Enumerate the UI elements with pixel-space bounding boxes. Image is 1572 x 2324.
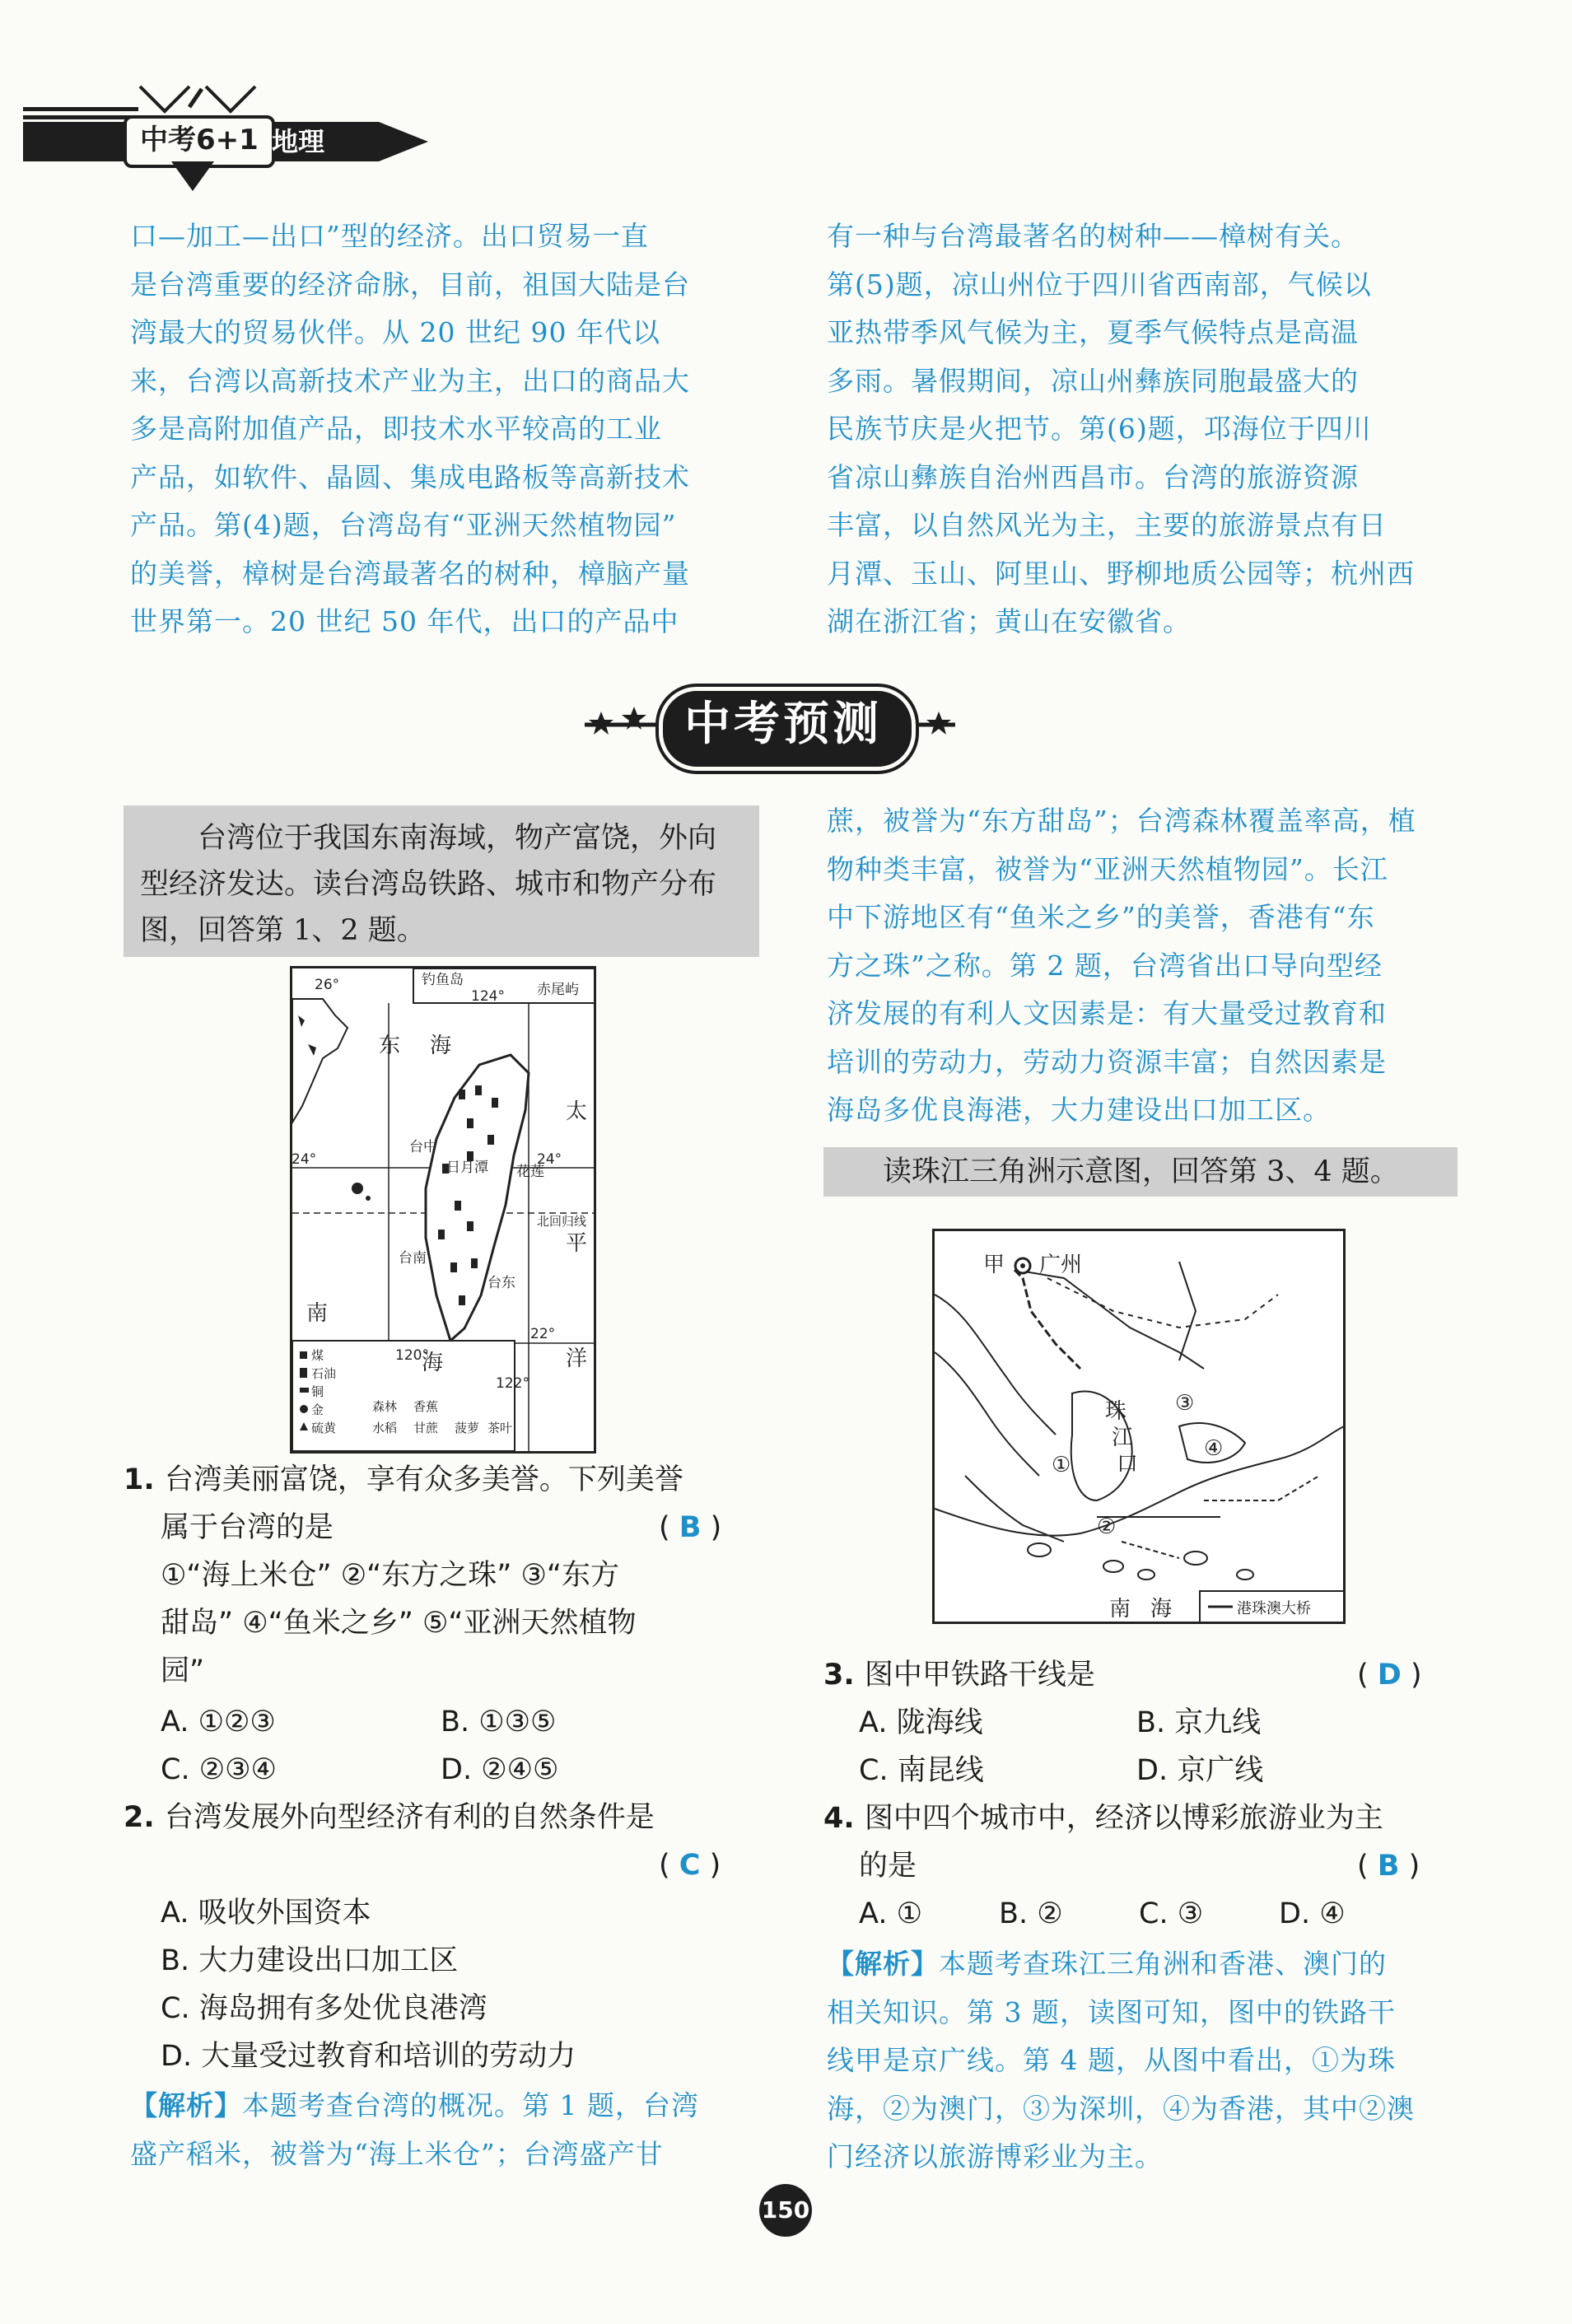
- top-left-analysis: [130, 212, 761, 646]
- legend-pineapple: 菠萝: [455, 1421, 480, 1435]
- q1-option-d: D. ②④⑤: [441, 1753, 559, 1786]
- legend-copper: 铜: [311, 1384, 324, 1399]
- q2-answer: C: [679, 1849, 701, 1882]
- text-line: 月潭、玉山、阿里山、野柳地质公园等；杭州西: [827, 557, 1415, 590]
- sea-east-label-2: 海: [430, 1034, 452, 1058]
- text-line: 第(5)题，凉山州位于四川省西南部，气候以: [827, 268, 1372, 301]
- city-3-label: ③: [1175, 1391, 1195, 1416]
- q3-stem-text: 图中甲铁路干线是: [864, 1659, 1095, 1692]
- intro-box-right: 读珠江三角洲示意图，回答第 3、4 题。: [823, 1147, 1458, 1197]
- analysis-tag: 【解析】: [827, 1948, 939, 1980]
- q2-bracket: ( C ): [659, 1849, 721, 1882]
- text-line: 中下游地区有“鱼米之乡”的美誉，香港有“东: [827, 901, 1375, 933]
- text-line: 亚热带季风气候为主，夏季气候特点是高温: [827, 316, 1359, 348]
- text-line: 本题考查台湾的概况。第 1 题，台湾: [242, 2089, 699, 2121]
- q4-bracket: ( B ): [1357, 1850, 1420, 1883]
- taizhong-label: 台中: [409, 1139, 437, 1155]
- q1-stem: 1. 台湾美丽富饶，享有众多美誉。下列美誉: [124, 1463, 683, 1496]
- legend-tea: 茶叶: [487, 1421, 513, 1435]
- q4-stem-b: 的是: [859, 1850, 917, 1883]
- intro-box-left: 台湾位于我国东南海域，物产富饶，外向型经济发达。读台湾岛铁路、城市和物产分布图，回答第 1、2 题。: [124, 805, 759, 957]
- q2-option-a: A. 吸收外国资本: [161, 1897, 371, 1930]
- text-line: 产品。第(4)题，台湾岛有“亚洲天然植物园”: [130, 509, 677, 541]
- tick-lat26: 26°: [315, 977, 340, 993]
- tick-lon120: 120°: [395, 1347, 429, 1364]
- text-line: 省凉山彝族自治州西昌市。台湾的旅游资源: [827, 460, 1359, 493]
- text-line: 多雨。暑假期间，凉山州彝族同胞最盛大的: [827, 364, 1359, 397]
- jia-label: 甲: [983, 1253, 1005, 1277]
- chiwei-label: 赤尾屿: [537, 982, 579, 998]
- analysis-left: [130, 2082, 761, 2178]
- tropic-label: 北回归线: [537, 1214, 587, 1229]
- q1-option-b: B. ①③⑤: [441, 1706, 557, 1738]
- top-right-analysis: [827, 212, 1458, 646]
- legend-gold: 金: [311, 1402, 324, 1417]
- q2-option-d: D. 大量受过教育和培训的劳动力: [161, 2040, 576, 2073]
- series-title: 中考6+1: [124, 115, 275, 168]
- text-line: 培训的劳动力，劳动力资源丰富；自然因素是: [827, 1045, 1387, 1078]
- tainan-label: 台南: [399, 1250, 427, 1267]
- text-line: 本题考查珠江三角洲和香港、澳门的: [939, 1948, 1387, 1980]
- analysis-tag: 【解析】: [130, 2089, 242, 2121]
- taiwan-map: [290, 966, 596, 1454]
- kou-label: 口: [1117, 1452, 1139, 1477]
- sea-south-label-2: 海: [422, 1351, 444, 1375]
- legend-coal: 煤: [311, 1348, 324, 1363]
- q3-answer: D: [1377, 1659, 1402, 1692]
- legend-sulfur: 硫黄: [311, 1421, 337, 1435]
- tick-lon124: 124°: [471, 988, 505, 1005]
- text-line: 湾最大的贸易伙伴。从 20 世纪 90 年代以: [130, 316, 660, 348]
- q2-option-b: B. 大力建设出口加工区: [161, 1944, 459, 1977]
- ocean-label-1: 太: [566, 1099, 588, 1124]
- q4-stem: 4. 图中四个城市中，经济以博彩旅游业为主: [823, 1802, 1383, 1835]
- legend-oil: 石油: [311, 1366, 337, 1381]
- subject-label: 地理: [272, 126, 325, 157]
- prd-map: [932, 1229, 1346, 1624]
- legend-sugarcane: 甘蔗: [413, 1421, 439, 1435]
- text-line: 的美誉，樟树是台湾最著名的树种，樟脑产量: [130, 557, 690, 590]
- q3-option-d: D. 京广线: [1136, 1754, 1264, 1787]
- text-line: 海，②为澳门，③为深圳，④为香港，其中②澳: [827, 2092, 1415, 2125]
- text-line: 蔗，被誉为“东方甜岛”；台湾森林覆盖率高，植: [827, 805, 1416, 837]
- text-line: 是台湾重要的经济命脉，目前，祖国大陆是台: [130, 268, 690, 301]
- q1-option-a: A. ①②③: [161, 1706, 276, 1738]
- taidong-label: 台东: [487, 1275, 515, 1291]
- text-line: 丰富，以自然风光为主，主要的旅游景点有日: [827, 509, 1387, 541]
- guangzhou-label: 广州: [1039, 1253, 1083, 1277]
- text-line: 口—加工—出口”型的经济。出口贸易一直: [130, 220, 649, 252]
- q3-option-a: A. 陇海线: [859, 1706, 983, 1739]
- text-line: 民族节庆是火把节。第(6)题，邛海位于四川: [827, 413, 1372, 445]
- q3-option-c: C. 南昆线: [859, 1754, 984, 1787]
- text-line: 线甲是京广线。第 4 题，从图中看出，①为珠: [827, 2044, 1396, 2076]
- analysis-right: [827, 1940, 1458, 2182]
- diaoyu-label: 钓鱼岛: [422, 972, 464, 988]
- tick-lon122: 122°: [496, 1375, 529, 1392]
- ocean-label-2: 平: [566, 1231, 588, 1256]
- q4-stem-text: 图中四个城市中，经济以博彩旅游业为主: [864, 1802, 1383, 1835]
- tick-lat24-r: 24°: [537, 1151, 562, 1168]
- text-line: 济发展的有利人文因素是：有大量受过教育和: [827, 997, 1387, 1029]
- riyuetan-label: 日月潭: [446, 1160, 488, 1176]
- sea-south-label: 南: [306, 1301, 329, 1326]
- q1-items-a: ①“海上米仓” ②“东方之珠” ③“东方: [161, 1559, 620, 1592]
- tick-lat22: 22°: [530, 1326, 556, 1342]
- legend-rice: 水稻: [372, 1421, 398, 1435]
- q3-option-b: B. 京九线: [1136, 1706, 1262, 1739]
- q4-option-c: C. ③: [1139, 1897, 1204, 1930]
- text-line: 相关知识。第 3 题，读图可知，图中的铁路干: [827, 1995, 1396, 2028]
- city-4-label: ④: [1204, 1436, 1224, 1461]
- q1-bracket: ( B ): [659, 1511, 722, 1544]
- bridge-legend-label: 港珠澳大桥: [1237, 1600, 1311, 1617]
- q1-stem-text: 台湾美丽富饶，享有众多美誉。下列美誉: [164, 1463, 683, 1496]
- text-line: 世界第一。20 世纪 50 年代，出口的产品中: [130, 605, 679, 637]
- legend-banana: 香蕉: [413, 1399, 439, 1414]
- q1-items-b: 甜岛” ④“鱼米之乡” ⑤“亚洲天然植物: [161, 1607, 637, 1640]
- q1-items-c: 园”: [161, 1654, 205, 1687]
- city-2-label: ②: [1097, 1514, 1117, 1539]
- q1-stem-b: 属于台湾的是: [161, 1511, 334, 1544]
- right-continued-analysis: [827, 797, 1458, 1135]
- text-line: 盛产稻米，被誉为“海上米仓”；台湾盛产甘: [130, 2137, 664, 2170]
- city-1-label: ①: [1052, 1453, 1071, 1477]
- q2-stem: 2. 台湾发展外向型经济有利的自然条件是: [124, 1801, 655, 1834]
- zhu-label: 珠: [1105, 1399, 1127, 1424]
- page-number: 150: [759, 2184, 812, 2237]
- text-line: 产品，如软件、晶圆、集成电路板等高新技术: [130, 460, 690, 493]
- text-line: 湖在浙江省；黄山在安徽省。: [827, 605, 1191, 637]
- legend-forest: 森林: [372, 1399, 398, 1414]
- text-line: 有一种与台湾最著名的树种——樟树有关。: [827, 220, 1359, 252]
- jiang-label: 江: [1112, 1426, 1134, 1450]
- q4-option-a: A. ①: [859, 1897, 922, 1930]
- text-line: 多是高附加值产品，即技术水平较高的工业: [130, 413, 662, 445]
- q4-option-b: B. ②: [999, 1897, 1063, 1930]
- q4-answer: B: [1377, 1850, 1400, 1883]
- q2-option-c: C. 海岛拥有多处优良港湾: [161, 1992, 487, 2025]
- q1-option-c: C. ②③④: [161, 1753, 277, 1786]
- tick-lat24: 24°: [292, 1151, 317, 1168]
- q1-answer: B: [679, 1511, 702, 1544]
- hai-label: 海: [1150, 1597, 1173, 1622]
- q2-stem-text: 台湾发展外向型经济有利的自然条件是: [164, 1801, 655, 1834]
- text-line: 物种类丰富，被誉为“亚洲天然植物园”。长江: [827, 852, 1388, 885]
- text-line: 门经济以旅游博彩业为主。: [827, 2140, 1163, 2172]
- text-line: 来，台湾以高新技术产业为主，出口的商品大: [130, 364, 690, 397]
- text-line: 方之珠”之称。第 2 题，台湾省出口导向型经: [827, 949, 1383, 982]
- nan-label: 南: [1109, 1597, 1131, 1622]
- ocean-label-3: 洋: [566, 1346, 588, 1371]
- section-banner: 中考预测: [684, 698, 882, 751]
- q3-bracket: ( D ): [1357, 1659, 1422, 1692]
- header-arrow: [379, 122, 428, 161]
- q4-option-d: D. ④: [1279, 1897, 1346, 1930]
- header-check-icon: [132, 82, 264, 115]
- header-triangle: [171, 161, 214, 191]
- text-line: 海岛多优良海港，大力建设出口加工区。: [827, 1094, 1331, 1126]
- sea-east-label: 东: [379, 1034, 401, 1058]
- q3-stem: 3. 图中甲铁路干线是: [823, 1659, 1095, 1692]
- hualian-label: 花莲: [516, 1164, 544, 1180]
